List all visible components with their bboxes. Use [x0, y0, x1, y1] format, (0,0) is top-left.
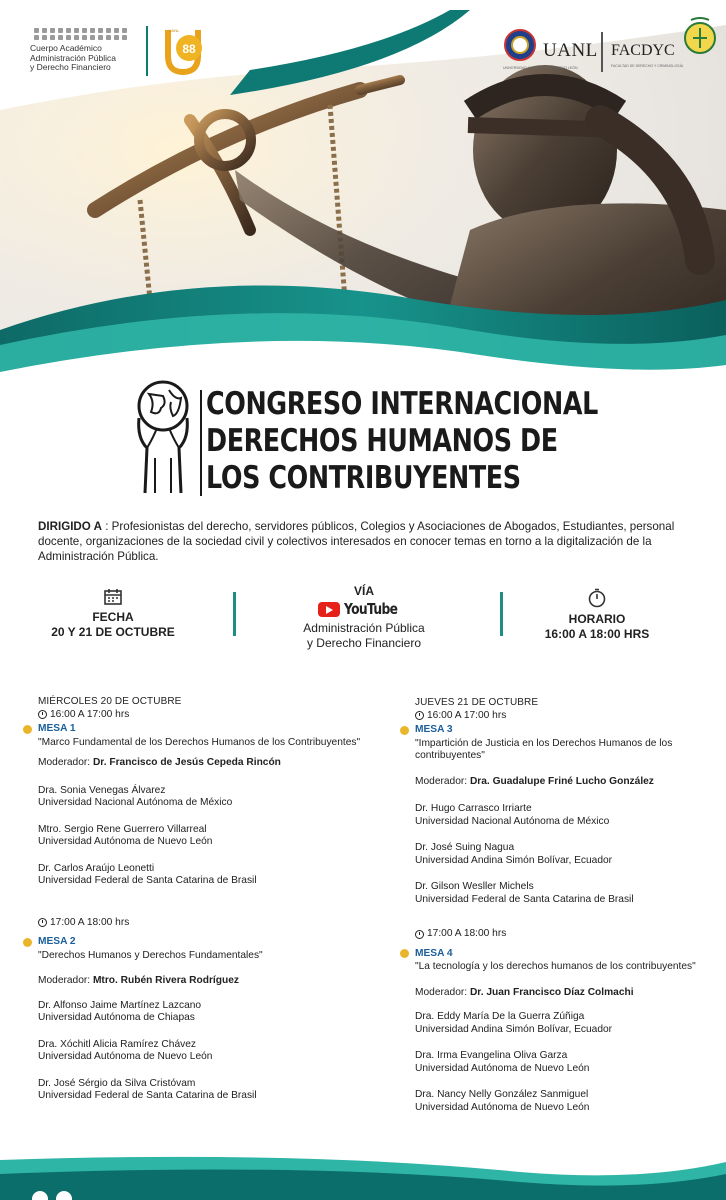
- speaker: [415, 881, 715, 906]
- speaker-org: Universidad Nacional Autónoma de México: [415, 815, 610, 827]
- audience-description: [38, 519, 698, 564]
- channel-line-2: y Derecho Financiero: [306, 636, 422, 650]
- program-day-1: [38, 696, 368, 1103]
- talk-title: "Marco Fundamental de los Derechos Humanos de los Contribuyentes": [38, 736, 361, 748]
- speaker-org: Universidad Autónoma de Chiapas: [38, 1012, 195, 1023]
- panel-heading: [23, 723, 368, 736]
- speaker-name: Dra. Sonia Venegas Álvarez: [38, 784, 166, 796]
- globe-hands-icon: [133, 378, 195, 496]
- logo-line: y Derecho Financiero: [30, 62, 111, 72]
- speaker-org: Universidad Autónoma de Nuevo León: [38, 1051, 213, 1062]
- title-line-1: CONGRESO INTERNACIONAL: [206, 386, 598, 422]
- speaker-org: Universidad Federal de Santa Catarina de Brasil: [38, 875, 257, 886]
- uanl-label: UANL: [543, 40, 598, 61]
- speaker-org: Universidad Autónoma de Nuevo León: [38, 836, 213, 847]
- speaker-name: Dr. Gilson Wesller Michels: [415, 881, 534, 892]
- speaker: [38, 785, 368, 810]
- uanl-caption: UNIVERSIDAD AUTÓNOMA DE NUEVO LEÓN: [503, 66, 578, 70]
- speaker-name: Dr. Alfonso Jaime Martínez Lazcano: [38, 999, 202, 1011]
- speaker-name: Dr. Hugo Carrasco Irriarte: [415, 803, 532, 814]
- speaker: [38, 1039, 368, 1064]
- talk-title: "Derechos Humanos y Derechos Fundamentales": [38, 949, 263, 961]
- speaker: [415, 1011, 715, 1036]
- hero-banner: [0, 0, 726, 430]
- moderator-label: Moderador:: [38, 975, 93, 986]
- time-slot: [415, 928, 715, 941]
- speaker-name: Dra. Eddy María De la Guerra Zúñiga: [415, 1011, 585, 1022]
- speaker: [415, 842, 715, 867]
- schedule-info: [522, 588, 672, 642]
- speaker-name: Dr. José Suing Nagua: [415, 842, 515, 853]
- moderator-label: Moderador:: [38, 757, 93, 768]
- audience-label: DIRIGIDO A: [38, 520, 102, 533]
- moderator: [38, 975, 368, 988]
- talk-title: "Impartición de Justicia en los Derechos Humanos de los contribuyentes": [415, 737, 673, 761]
- bullet-dot-icon: [400, 949, 409, 958]
- date-info: [38, 588, 188, 640]
- panel-heading: [400, 948, 715, 961]
- moderator: [38, 757, 368, 770]
- time-text: 17:00 A 18:00 hrs: [50, 916, 130, 928]
- speaker-org: Universidad Federal de Santa Catarina de Brasil: [38, 1090, 257, 1101]
- panel-name: MESA 1: [38, 723, 76, 734]
- platform-label: VÍA: [353, 584, 374, 598]
- speaker-org: Universidad Autónoma de Nuevo León: [415, 1062, 590, 1074]
- logo-line: Cuerpo Académico: [30, 43, 102, 53]
- panel-name: MESA 4: [415, 947, 453, 959]
- facdyc-label: FACDYC: [611, 42, 675, 59]
- title-line-3: LOS CONTRIBUYENTES: [206, 460, 521, 496]
- clock-icon: [38, 918, 47, 927]
- day-heading: JUEVES 21 DE OCTUBRE: [415, 697, 539, 708]
- channel-line-1: Administración Pública: [303, 621, 425, 635]
- day-heading: MIÉRCOLES 20 DE OCTUBRE: [38, 696, 182, 707]
- info-divider: [500, 592, 503, 636]
- moderator-name: Dr. Juan Francisco Díaz Colmachi: [469, 986, 634, 998]
- calendar-icon: [103, 588, 123, 606]
- platform-info: [274, 584, 454, 651]
- moderator-name: Dr. Francisco de Jesús Cepeda Rincón: [92, 757, 281, 768]
- moderator-label: Moderador:: [415, 775, 470, 787]
- moderator: [415, 776, 715, 789]
- anniversary-badge-icon: [160, 24, 206, 76]
- speaker-org: Universidad Andina Simón Bolívar, Ecuador: [415, 1023, 613, 1035]
- schedule-value: 16:00 A 18:00 HRS: [544, 627, 650, 641]
- speaker: [38, 1000, 368, 1025]
- logo-line: Administración Pública: [30, 52, 116, 63]
- logo-divider: [146, 26, 148, 76]
- time-text: 16:00 A 17:00 hrs: [50, 708, 130, 720]
- event-title: [206, 386, 676, 506]
- speaker-name: Mtro. Sergio Rene Guerrero Villarreal: [38, 823, 207, 835]
- badge-number: 88: [182, 42, 196, 56]
- logo-divider: [601, 32, 603, 72]
- speaker-name: Dr. José Sérgio da Silva Cristóvam: [38, 1077, 196, 1089]
- clock-icon: [415, 930, 424, 939]
- speaker-name: Dr. Carlos Araújo Leonetti: [38, 862, 155, 874]
- time-slot: [415, 710, 715, 723]
- bullet-dot-icon: [23, 725, 32, 734]
- time-slot: [38, 709, 368, 722]
- speaker-name: Dra. Xóchitl Alicia Ramírez Chávez: [38, 1038, 196, 1050]
- panel-name: MESA 2: [38, 936, 76, 947]
- title-line-2: DERECHOS HUMANOS DE: [206, 423, 558, 459]
- speaker-org: Universidad Federal de Santa Catarina de Brasil: [415, 893, 634, 905]
- academic-body-name: [30, 44, 130, 73]
- speaker: [38, 1078, 368, 1103]
- youtube-play-icon: [318, 602, 340, 617]
- speaker-name: Dra. Nancy Nelly González Sanmiguel: [415, 1089, 589, 1100]
- youtube-wordmark: YouTube: [344, 600, 398, 618]
- moderator-name: Mtro. Rubén Rivera Rodríguez: [92, 975, 239, 986]
- uanl-shield-icon: [503, 28, 537, 62]
- youtube-logo: [318, 602, 409, 617]
- moderator-label: Moderador:: [415, 986, 470, 998]
- panel-name: MESA 3: [415, 724, 453, 735]
- speaker-name: Dra. Irma Evangelina Oliva Garza: [415, 1050, 568, 1061]
- time-text: 17:00 A 18:00 hrs: [427, 928, 507, 939]
- speaker: [38, 824, 368, 849]
- talk-title: "La tecnología y los derechos humanos de los contribuyentes": [415, 961, 696, 972]
- time-text: 16:00 A 17:00 hrs: [427, 709, 507, 721]
- speaker: [415, 1089, 715, 1114]
- bullet-dot-icon: [23, 938, 32, 947]
- uanl-logo: [503, 26, 598, 76]
- moderator-name: Dra. Guadalupe Friné Lucho González: [469, 775, 654, 787]
- dots-pattern-icon: [34, 28, 130, 40]
- badge-caption: UANL: [168, 28, 180, 33]
- clock-icon: [38, 710, 47, 719]
- facdyc-shield-icon: [683, 16, 717, 60]
- title-divider: [200, 390, 202, 496]
- info-divider: [233, 592, 236, 636]
- speaker: [415, 1050, 715, 1075]
- speaker-org: Universidad Autónoma de Nuevo León: [415, 1101, 590, 1113]
- date-label: FECHA: [92, 610, 134, 624]
- academic-body-logo: [30, 28, 130, 73]
- program-day-2: [415, 697, 715, 1114]
- speaker: [415, 803, 715, 828]
- bullet-dot-icon: [400, 726, 409, 735]
- speaker-org: Universidad Andina Simón Bolívar, Ecuador: [415, 854, 613, 866]
- date-value: 20 Y 21 DE OCTUBRE: [51, 625, 175, 639]
- audience-text: : Profesionistas del derecho, servidores públicos, Colegios y Asociaciones de Abogados, Estudiantes, personal docente, organizaciones de la sociedad civil y colectivos interesados en conocer temas en torno a la digitalización de la Administración Pública.: [38, 520, 675, 563]
- moderator: [415, 987, 715, 1000]
- panel-heading: [400, 724, 715, 737]
- time-slot: [38, 917, 368, 930]
- stopwatch-icon: [587, 588, 607, 608]
- facdyc-caption: FACULTAD DE DERECHO Y CRIMINOLOGÍA: [611, 64, 684, 68]
- clock-icon: [415, 711, 424, 720]
- schedule-label: HORARIO: [568, 612, 626, 626]
- panel-heading: [23, 936, 368, 949]
- bottom-wave-band: [0, 1150, 726, 1200]
- speaker: [38, 863, 368, 888]
- speaker-org: Universidad Nacional Autónoma de México: [38, 797, 233, 808]
